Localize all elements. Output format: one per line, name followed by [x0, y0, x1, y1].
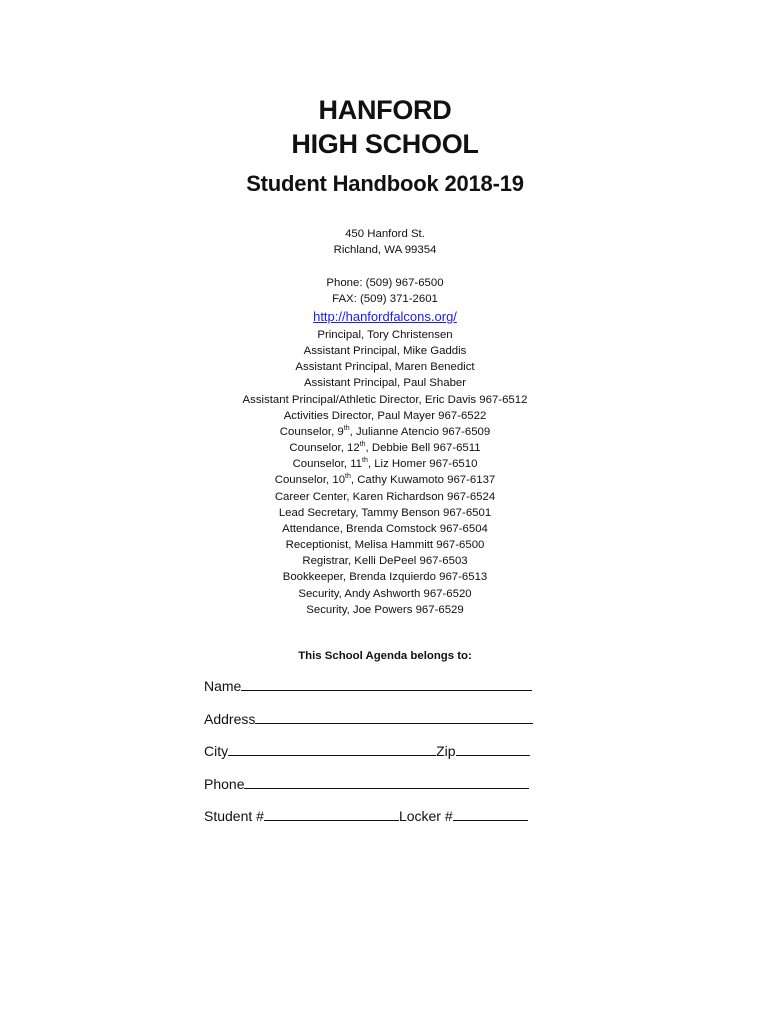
address-label: Address — [204, 710, 256, 727]
fax-number: FAX: (509) 371-2601 — [332, 293, 438, 305]
grade-suffix: th — [343, 425, 350, 433]
staff-entry-role: Counselor, 10 — [274, 474, 346, 487]
grade-suffix: th — [359, 441, 366, 449]
staff-entry: Career Center, Karen Richardson 967-6524 — [274, 490, 496, 503]
staff-entry-name: , Julianne Atencio 967-6509 — [349, 425, 491, 438]
student-number-field[interactable] — [264, 806, 399, 821]
grade-suffix: th — [362, 457, 368, 465]
staff-entry — [0, 456, 770, 472]
staff-entry: Assistant Principal, Maren Benedict — [295, 361, 475, 374]
zip-label: Zip — [436, 743, 456, 759]
staff-entry: Registrar, Kelli DePeel 967-6503 — [302, 555, 468, 568]
staff-entry: Security, Joe Powers 967-6529 — [306, 603, 464, 616]
name-row — [204, 676, 544, 709]
staff-entry — [0, 472, 770, 488]
phone-field[interactable] — [244, 774, 529, 789]
zip-field[interactable] — [456, 741, 530, 756]
staff-directory — [0, 327, 770, 618]
staff-entry: Lead Secretary, Tammy Benson 967-6501 — [278, 506, 492, 519]
handbook-title: Student Handbook 2018-19 — [246, 171, 524, 196]
staff-entry: Assistant Principal, Mike Gaddis — [303, 345, 467, 358]
staff-entry — [0, 440, 770, 456]
phone-label: Phone — [204, 775, 245, 792]
locker-number-label: Locker # — [398, 808, 453, 824]
address-field[interactable] — [255, 709, 533, 724]
student-locker-row — [204, 806, 544, 839]
staff-entry: Activities Director, Paul Mayer 967-6522 — [283, 409, 487, 422]
ownership-form — [204, 676, 544, 839]
staff-entry-name: , Cathy Kuwamoto 967-6137 — [350, 474, 496, 487]
student-number-label: Student # — [204, 808, 264, 824]
staff-entry: Attendance, Brenda Comstock 967-6504 — [282, 522, 488, 535]
city-label: City — [204, 743, 229, 759]
staff-entry-name: , Debbie Bell 967-6511 — [365, 442, 481, 455]
staff-entry: Assistant Principal/Athletic Director, Eric Davis 967-6512 — [242, 393, 528, 406]
name-label: Name — [204, 678, 242, 694]
staff-entry: Receptionist, Melisa Hammitt 967-6500 — [285, 539, 485, 552]
staff-entry-role: Counselor, 12 — [289, 442, 360, 455]
staff-entry: Principal, Tory Christensen — [317, 329, 453, 341]
school-name-line2: HIGH SCHOOL — [291, 129, 479, 159]
name-field[interactable] — [241, 676, 532, 691]
address-row — [204, 709, 544, 742]
grade-suffix: th — [345, 473, 351, 481]
staff-entry: Security, Andy Ashworth 967-6520 — [298, 587, 472, 600]
staff-entry-name: , Liz Homer 967-6510 — [367, 458, 478, 471]
phone-row — [204, 774, 544, 807]
staff-entry — [0, 424, 770, 440]
city-state-zip: Richland, WA 99354 — [333, 244, 437, 256]
staff-entry-role: Counselor, 9 — [279, 425, 344, 438]
phone-number: Phone: (509) 967-6500 — [326, 277, 444, 289]
staff-entry: Bookkeeper, Brenda Izquierdo 967-6513 — [282, 571, 488, 584]
street-address: 450 Hanford St. — [345, 228, 425, 240]
staff-entry: Assistant Principal, Paul Shaber — [303, 377, 467, 390]
city-zip-row — [204, 741, 544, 774]
staff-entry-role: Counselor, 11 — [292, 458, 363, 471]
locker-number-field[interactable] — [453, 806, 528, 821]
website-link[interactable]: http://hanfordfalcons.org/ — [313, 309, 457, 324]
city-field[interactable] — [228, 741, 436, 756]
school-name-line1: HANFORD — [318, 95, 452, 125]
ownership-heading: This School Agenda belongs to: — [298, 650, 472, 662]
